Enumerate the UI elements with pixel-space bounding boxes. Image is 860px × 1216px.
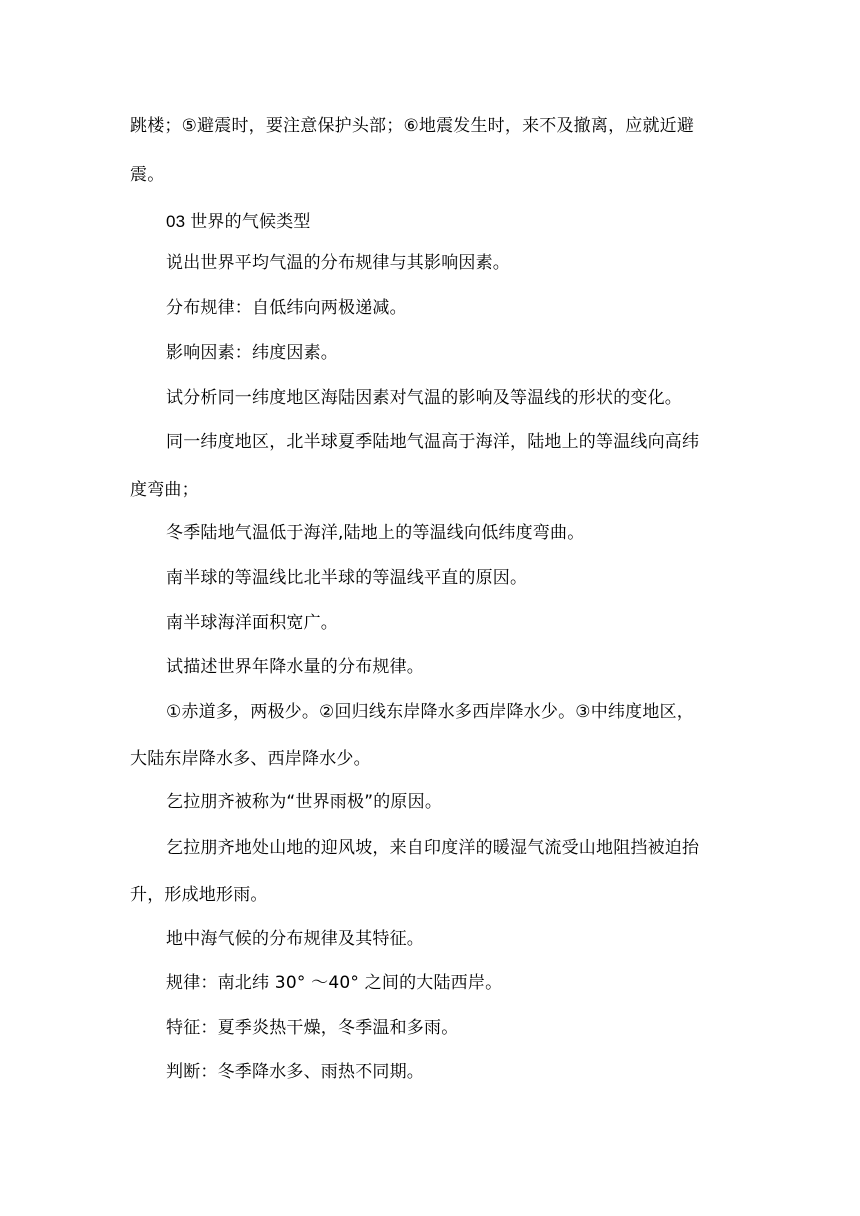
paragraph-line: 跳楼；⑤避震时，要注意保护头部；⑥地震发生时，来不及撤离，应就近避 — [130, 116, 695, 136]
answer-line: ①赤道多，两极少。②回归线东岸降水多西岸降水少。③中纬度地区， — [166, 702, 694, 722]
section-heading: 03 世界的气候类型 — [166, 212, 311, 231]
answer-line: 升，形成地形雨。 — [130, 885, 268, 905]
answer-line: 特征：夏季炎热干燥，冬季温和多雨。 — [166, 1018, 459, 1038]
answer-line: 大陆东岸降水多、西岸降水少。 — [130, 749, 371, 769]
answer-line: 冬季陆地气温低于海洋,陆地上的等温线向低纬度弯曲。 — [166, 523, 585, 543]
answer-line: 判断：冬季降水多、雨热不同期。 — [166, 1062, 424, 1082]
answer-line: 南半球海洋面积宽广。 — [166, 613, 338, 633]
question-line: 地中海气候的分布规律及其特征。 — [166, 929, 424, 949]
answer-line: 度弯曲； — [130, 480, 199, 500]
paragraph-line: 震。 — [130, 165, 165, 185]
question-line: 试描述世界年降水量的分布规律。 — [166, 657, 424, 677]
question-line: 试分析同一纬度地区海陆因素对气温的影响及等温线的形状的变化。 — [166, 388, 682, 408]
answer-line: 影响因素：纬度因素。 — [166, 343, 338, 363]
answer-line: 同一纬度地区，北半球夏季陆地气温高于海洋，陆地上的等温线向高纬 — [166, 432, 700, 452]
answer-line: 乞拉朋齐地处山地的迎风坡，来自印度洋的暖湿气流受山地阻挡被迫抬 — [166, 838, 700, 858]
answer-line: 分布规律：自低纬向两极递减。 — [166, 298, 407, 318]
question-line: 南半球的等温线比北半球的等温线平直的原因。 — [166, 568, 528, 588]
question-line: 乞拉朋齐被称为“世界雨极”的原因。 — [166, 792, 443, 812]
question-line: 说出世界平均气温的分布规律与其影响因素。 — [166, 253, 510, 273]
answer-line: 规律：南北纬 30° ～40° 之间的大陆西岸。 — [166, 973, 503, 993]
